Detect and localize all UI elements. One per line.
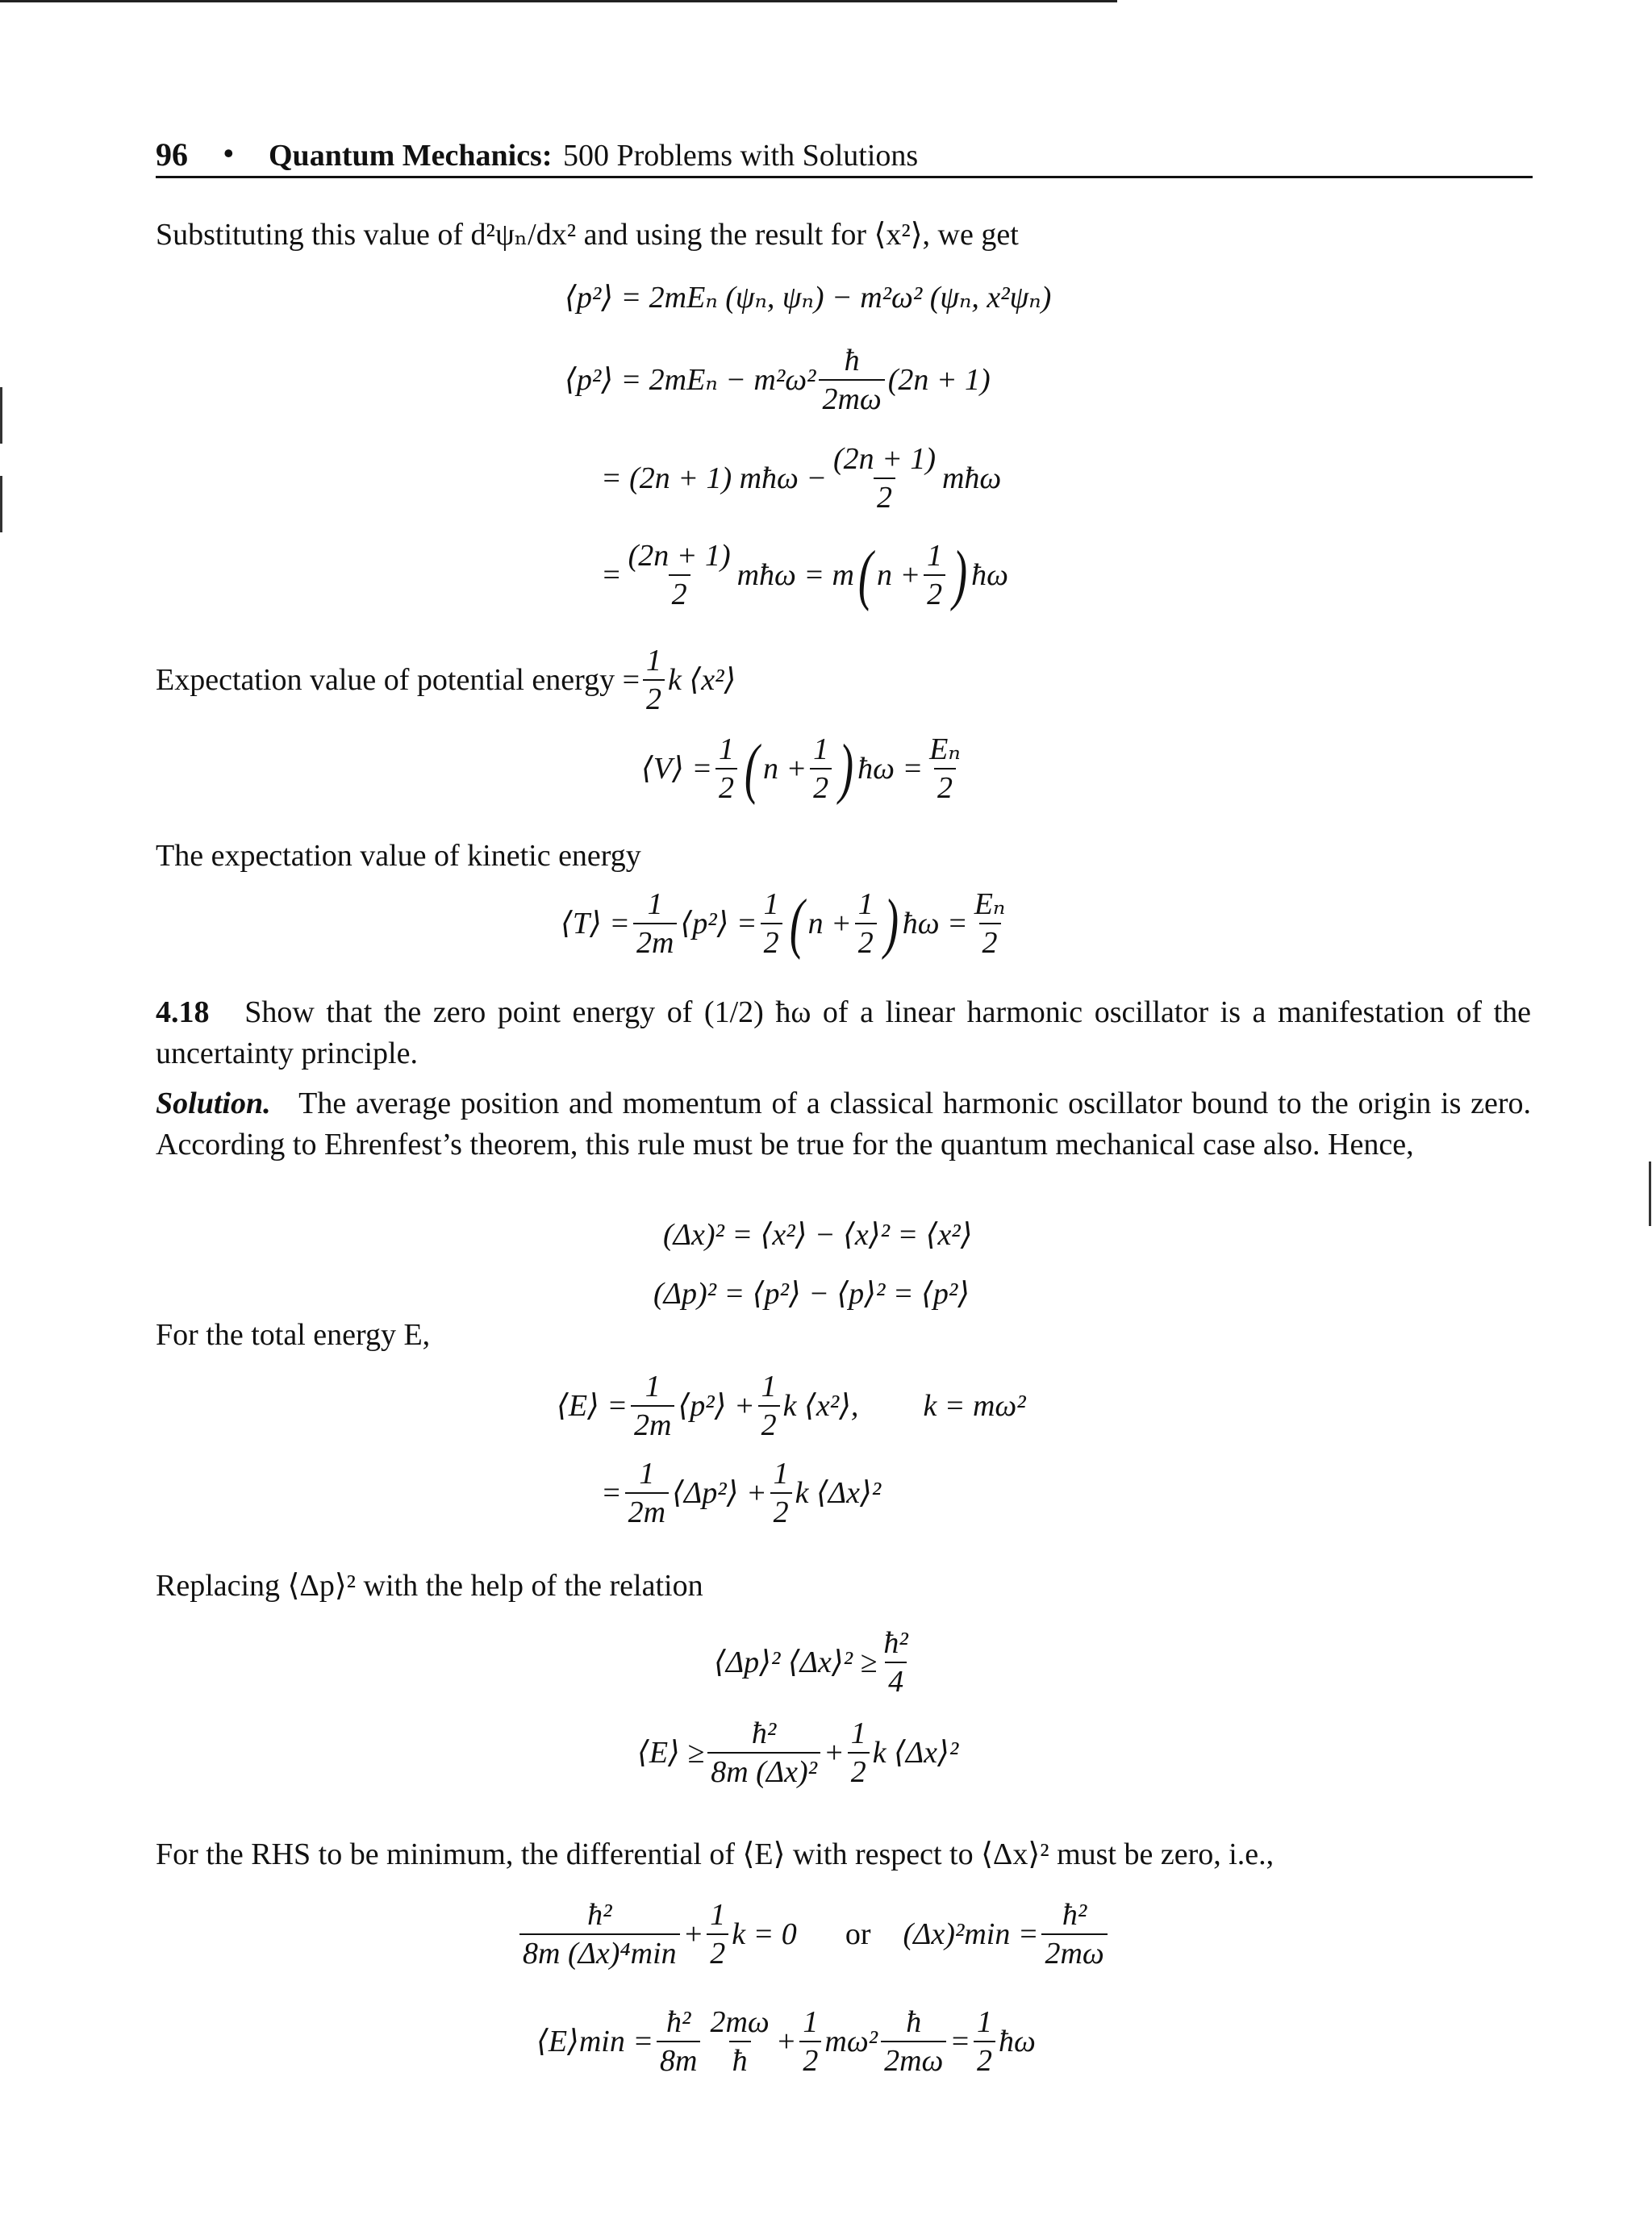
- one-over-2m-fraction: [631, 1371, 674, 1441]
- e-tail: k ⟨x²⟩,: [782, 1389, 859, 1423]
- half-fraction: [848, 1718, 870, 1787]
- fraction-numerator: 1: [761, 1370, 777, 1403]
- eq2-rhs: (2n + 1): [887, 363, 991, 397]
- one-over-2m-fraction: [625, 1458, 669, 1528]
- fraction-numerator: 1: [646, 644, 662, 678]
- hbar-squared-fraction: [519, 1900, 680, 1969]
- k-definition: k = mω²: [923, 1389, 1026, 1423]
- half-fraction: [715, 734, 737, 803]
- fraction-denominator: 2: [810, 768, 832, 803]
- eq2-lhs: ⟨p²⟩ = 2mEₙ − m²ω²: [565, 363, 816, 397]
- fraction-numerator: 1: [977, 2005, 993, 2039]
- book-subtitle: 500 Problems with Solutions: [563, 139, 919, 173]
- binding-mark: [1649, 1162, 1651, 1226]
- fraction-numerator: 1: [803, 2005, 819, 2039]
- fraction-denominator: 2: [934, 768, 956, 803]
- fraction-numerator: 1: [639, 1457, 655, 1491]
- fraction-numerator: 1: [773, 1457, 789, 1491]
- emin-tail: ħω: [999, 2025, 1036, 2058]
- equation-minimization: [516, 1900, 1111, 1969]
- left-paren: (: [857, 537, 874, 612]
- half-fraction: [761, 889, 782, 958]
- half-fraction: [770, 1458, 792, 1528]
- v-lhs: ⟨V⟩ =: [641, 752, 713, 786]
- fraction-denominator: 2: [707, 1933, 728, 1969]
- problem-statement: Show that the zero point energy of (1/2) ħω of a linear harmonic oscillator is a manifestation of the uncertainty principle.: [156, 995, 1532, 1070]
- intro-text: Substituting this value of d²ψₙ/dx² and using the result for ⟨x²⟩, we get: [156, 218, 1019, 252]
- hbar-squared-fraction: [707, 1718, 820, 1787]
- emin-lhs: ⟨E⟩min =: [536, 2025, 654, 2058]
- 2mw-over-hbar: [707, 2007, 772, 2076]
- header-bullet: •: [223, 137, 234, 169]
- equation-p2-final: [601, 537, 1008, 612]
- uncert-lhs: ⟨Δp⟩² ⟨Δx⟩² ≥: [714, 1645, 878, 1679]
- fraction-denominator: 2: [979, 923, 1001, 958]
- fraction-denominator: 4: [885, 1662, 907, 1697]
- fraction-denominator: 2: [874, 478, 895, 513]
- fraction-numerator: ħ²: [1062, 1898, 1087, 1932]
- fraction-numerator: 1: [719, 732, 735, 766]
- hbar-squared-over-2mw: [1041, 1900, 1107, 1969]
- eq4-fraction: [625, 540, 734, 610]
- one-over-2m-fraction: [633, 889, 677, 958]
- book-title: Quantum Mechanics:: [269, 139, 553, 173]
- e2-tail: k ⟨Δx⟩²: [795, 1476, 882, 1510]
- half-fraction: [855, 889, 877, 958]
- solution-label: Solution.: [156, 1086, 271, 1120]
- equation-kinetic-expectation: [561, 886, 1012, 961]
- equation-uncertainty: [714, 1628, 915, 1697]
- fraction-numerator: ħ²: [666, 2005, 691, 2039]
- fraction-numerator: ħ²: [587, 1898, 612, 1932]
- half-fraction: [707, 1900, 728, 1969]
- problem-number: 4.18: [156, 995, 210, 1029]
- fraction-denominator: ħ: [729, 2041, 751, 2076]
- equation-delta-p: (Δp)² = ⟨p²⟩ − ⟨p⟩² = ⟨p²⟩: [653, 1277, 970, 1311]
- fraction-denominator: 8m: [657, 2041, 700, 2076]
- fraction-numerator: 1: [763, 887, 779, 921]
- half-fraction: [643, 645, 665, 715]
- fraction-denominator: 2m: [633, 923, 677, 958]
- equation-p2-result: [565, 345, 991, 415]
- fraction-denominator: 2: [669, 574, 690, 610]
- e2-lhs: =: [601, 1476, 622, 1510]
- fraction-denominator: 2mω: [881, 2041, 946, 2076]
- fraction-numerator: ħ²: [883, 1626, 908, 1660]
- eq4-tail: ħω: [971, 558, 1008, 592]
- potential-label: Expectation value of potential energy =: [156, 663, 640, 697]
- energy-half-fraction: [971, 889, 1009, 958]
- fraction-numerator: Eₙ: [929, 732, 961, 766]
- fraction-denominator: 8m (Δx)⁴min: [519, 1933, 680, 1969]
- eq4-mid: mħω = m: [736, 558, 854, 592]
- fraction-denominator: 2m: [625, 1492, 669, 1528]
- v-mid: ħω =: [857, 752, 924, 786]
- or-word: or: [845, 1917, 871, 1951]
- problem-4-18: [156, 992, 1531, 1074]
- fraction-denominator: 2: [799, 2041, 821, 2076]
- fraction-numerator: 1: [710, 1898, 726, 1932]
- replacing-label: Replacing ⟨Δp⟩² with the help of the relation: [156, 1569, 703, 1603]
- e-mid: ⟨p²⟩ +: [678, 1389, 755, 1423]
- fraction-numerator: 1: [813, 732, 829, 766]
- fraction-denominator: 8m (Δx)²: [707, 1752, 820, 1787]
- fraction-denominator: 2: [643, 679, 665, 715]
- t-lhs: ⟨T⟩ =: [561, 907, 630, 940]
- emin-mw: mω²: [824, 2025, 878, 2058]
- equals-sign: =: [601, 558, 622, 592]
- fraction-denominator: 2mω: [819, 379, 884, 415]
- fraction-denominator: 2: [974, 2041, 995, 2076]
- header-rule: [156, 176, 1533, 178]
- fraction-numerator: ħ: [906, 2005, 922, 2039]
- fraction-numerator: 2mω: [710, 2005, 770, 2039]
- fraction-denominator: 2: [758, 1405, 780, 1441]
- fraction-numerator: 1: [857, 887, 874, 921]
- binding-mark: [0, 476, 2, 532]
- equation-p2-expansion: ⟨p²⟩ = 2mEₙ (ψₙ, ψₙ) − m²ω² (ψₙ, x²ψₙ): [565, 281, 1052, 315]
- left-paren: (: [789, 886, 804, 961]
- eq2-fraction: [819, 345, 884, 415]
- half-fraction: [758, 1371, 780, 1441]
- potential-energy-line: [156, 645, 736, 715]
- t-inner: n +: [807, 907, 852, 940]
- fraction-numerator: ħ: [844, 344, 860, 377]
- e2-mid: ⟨Δp²⟩ +: [672, 1476, 767, 1510]
- fraction-numerator: ħ²: [751, 1716, 777, 1750]
- fraction-numerator: (2n + 1): [833, 442, 936, 476]
- equation-minimum-energy: [536, 2007, 1036, 2076]
- right-paren: ): [953, 537, 968, 612]
- fraction-denominator: 2: [770, 1492, 792, 1528]
- emin-eq: =: [949, 2025, 971, 2058]
- fraction-numerator: 1: [927, 539, 943, 573]
- solution-text: The average position and momentum of a classical harmonic oscillator bound to the origin is zero. According to Ehrenfest’s theorem, this rule must be true for the quantum mechanical case also. Hence,: [156, 1086, 1531, 1162]
- fraction-numerator: 1: [645, 1370, 661, 1403]
- fraction-denominator: 2: [855, 923, 877, 958]
- eq3-fraction: [830, 444, 939, 513]
- fraction-numerator: 1: [647, 887, 663, 921]
- fraction-numerator: 1: [850, 1716, 866, 1750]
- min-tail: k = 0: [732, 1917, 797, 1951]
- fraction-denominator: 2mω: [1041, 1933, 1107, 1969]
- equation-energy-inequality: [637, 1718, 958, 1787]
- equation-total-energy: [557, 1371, 1026, 1441]
- right-paren: ): [883, 886, 899, 961]
- dxmin-lhs: (Δx)²min =: [903, 1917, 1039, 1951]
- half-fraction: [924, 540, 945, 610]
- fraction-denominator: 2: [924, 574, 945, 610]
- fraction-denominator: 2: [848, 1752, 870, 1787]
- solution-paragraph: [156, 1083, 1531, 1166]
- left-paren: (: [744, 731, 760, 806]
- eq3-rhs: mħω: [941, 461, 1002, 495]
- eq4-inner: n +: [876, 558, 921, 592]
- fraction-numerator: Eₙ: [974, 887, 1006, 921]
- fraction-denominator: 2: [715, 768, 737, 803]
- fraction-numerator: (2n + 1): [628, 539, 731, 573]
- t-tail: ħω =: [902, 907, 968, 940]
- hbar-over-2mw: [881, 2007, 946, 2076]
- emin-mid: +: [775, 2025, 797, 2058]
- equation-delta-x: (Δx)² = ⟨x²⟩ − ⟨x⟩² = ⟨x²⟩: [663, 1218, 973, 1252]
- half-fraction: [810, 734, 832, 803]
- ineq-tail: k ⟨Δx⟩²: [872, 1736, 959, 1770]
- t-mid: ⟨p²⟩ =: [680, 907, 757, 940]
- hbar-squared-over-4: [880, 1628, 911, 1697]
- potential-tail: k ⟨x²⟩: [668, 663, 736, 697]
- equation-p2-step: [601, 444, 1001, 513]
- ineq-mid: +: [824, 1736, 845, 1770]
- hbar-squared-over-8m: [657, 2007, 700, 2076]
- eq3-lhs: = (2n + 1) mħω −: [601, 461, 828, 495]
- equation-total-energy-delta: [601, 1458, 881, 1528]
- total-energy-label: For the total energy E,: [156, 1318, 431, 1352]
- ineq-lhs: ⟨E⟩ ≥: [637, 1736, 705, 1770]
- energy-half-fraction: [926, 734, 964, 803]
- v-inner: n +: [763, 752, 807, 786]
- equation-potential-expectation: [641, 731, 967, 806]
- e-lhs: ⟨E⟩ =: [557, 1389, 628, 1423]
- min-mid: +: [682, 1917, 704, 1951]
- rhs-minimum-label: For the RHS to be minimum, the differential of ⟨E⟩ with respect to ⟨Δx⟩² must be zero, i.e.,: [156, 1837, 1274, 1871]
- kinetic-label: The expectation value of kinetic energy: [156, 839, 641, 873]
- page-top-edge: [0, 0, 1117, 2]
- page-number: 96: [156, 136, 188, 173]
- half-fraction: [974, 2007, 995, 2076]
- half-fraction: [799, 2007, 821, 2076]
- binding-mark: [0, 387, 2, 444]
- right-paren: ): [839, 731, 854, 806]
- fraction-denominator: 2: [761, 923, 782, 958]
- fraction-denominator: 2m: [631, 1405, 674, 1441]
